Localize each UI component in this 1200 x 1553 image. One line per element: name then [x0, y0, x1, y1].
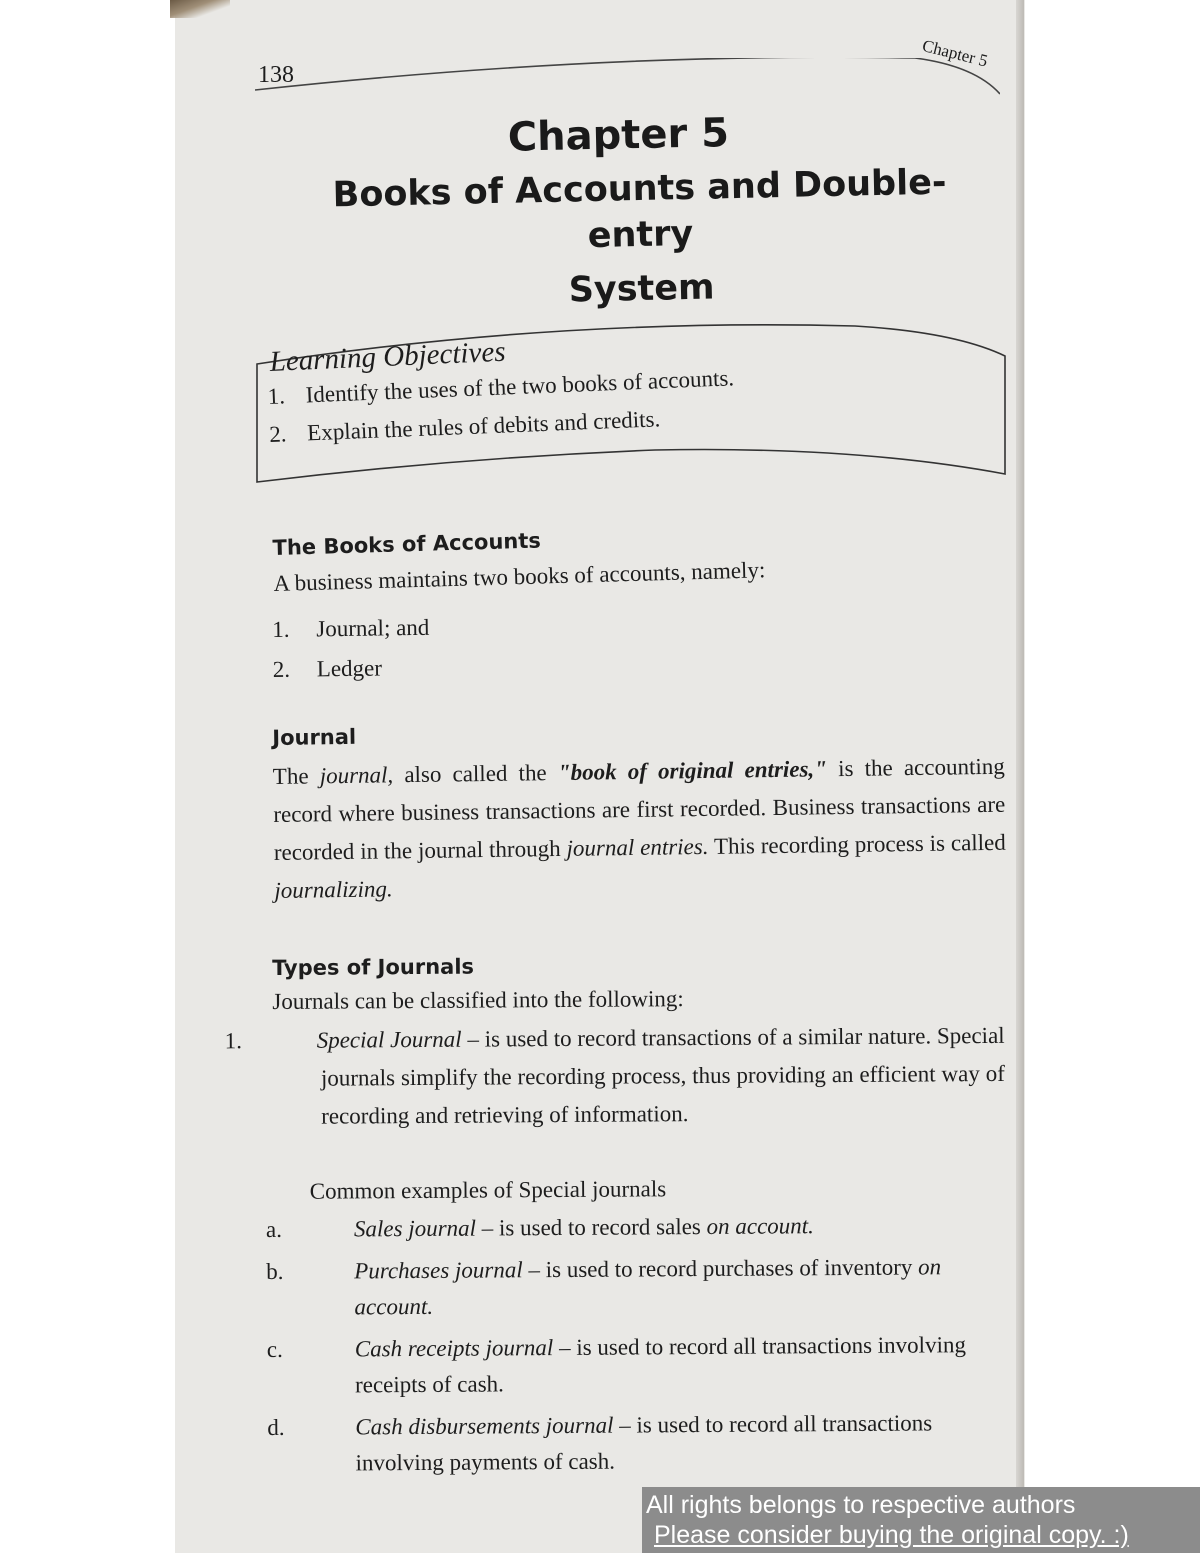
chapter-title-line1: Books of Accounts and Double-entry: [332, 162, 947, 257]
page-content: [224, 528, 1006, 1482]
running-head: Chapter 5: [920, 36, 990, 71]
list-item: b. Purchases journal – is used to record purchases of inventory on account.: [266, 1254, 942, 1320]
page-edge: [1016, 0, 1024, 1553]
examples-title: Common examples of Special journals: [309, 1176, 667, 1204]
page-number: 138: [258, 62, 294, 88]
books-heading: The Books of Accounts: [272, 528, 542, 560]
header-rule: [255, 58, 1000, 98]
chapter-number: Chapter 5: [507, 110, 730, 161]
objectives-title: Learning Objectives: [269, 335, 507, 378]
objective-item: 2. Explain the rules of debits and credits.: [268, 406, 661, 447]
list-item: a. Sales journal – is used to record sales on account.: [265, 1213, 814, 1243]
list-item: 1. Journal; and: [272, 614, 430, 642]
journal-heading: Journal: [272, 724, 357, 750]
special-journal-item: 1. Special Journal – is used to record transactions of a similar nature. Special journals simplify the recording process, thus providing an efficient way of recording and retrieving of information.: [224, 1022, 1005, 1129]
types-intro: Journals can be classified into the following:: [272, 986, 684, 1014]
list-item: 2. Ledger: [272, 655, 383, 682]
objective-item: 1. Identify the uses of the two books of accounts.: [267, 365, 735, 409]
types-heading: Types of Journals: [272, 954, 475, 980]
books-list: [272, 600, 1005, 690]
journal-section: [272, 708, 1007, 910]
chapter-title-block: [288, 105, 992, 320]
list-item: c. Cash receipts journal – is used to record all transactions involving receipts of cash.: [266, 1332, 967, 1398]
types-section: [224, 943, 1008, 1482]
journal-paragraph: The journal, also called the "book of original entries," is the accounting record where business transactions are first recorded. Business transactions are recorded in the journal through journal entries. This recording process is called journalizing.: [272, 753, 1006, 903]
learning-objectives-box: [255, 318, 1007, 484]
books-intro: A business maintains two books of accounts, namely:: [273, 557, 766, 596]
page-corner-shadow: [170, 0, 230, 18]
list-item: d. Cash disbursements journal – is used to record all transactions involving payments of cash.: [267, 1410, 933, 1476]
copyright-notice: [642, 1487, 1200, 1553]
notice-line2: Please consider buying the original copy. :): [654, 1521, 1129, 1549]
chapter-title-line2: System: [568, 267, 715, 311]
notice-line1: All rights belongs to respective authors: [646, 1491, 1076, 1519]
